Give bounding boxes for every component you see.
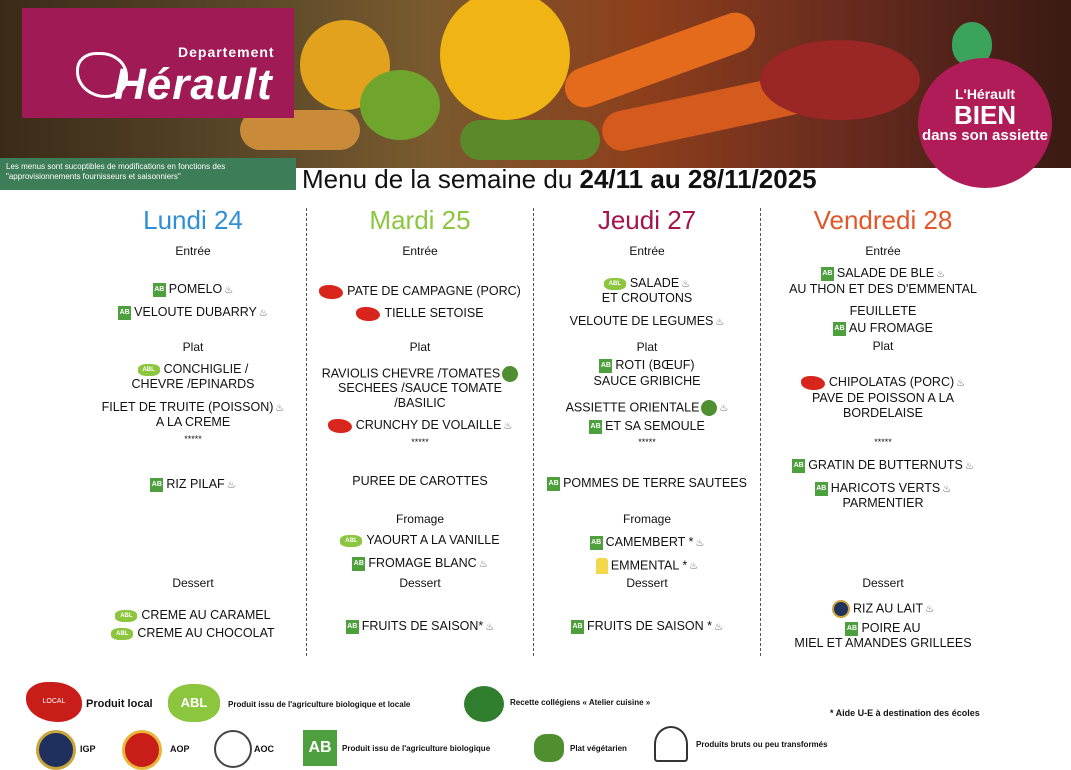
menu-item: ABL CONCHIGLIE / xyxy=(80,362,306,377)
ab-icon: AB xyxy=(571,620,584,634)
menu-item: ABL YAOURT A LA VANILLE xyxy=(307,533,533,548)
menu-item: /BASILIC xyxy=(394,396,446,410)
ab-icon: AB xyxy=(599,359,612,373)
ab-icon: AB xyxy=(346,620,359,634)
section-fromage: Fromage xyxy=(395,512,445,526)
ab-icon: AB xyxy=(833,322,846,336)
legend-local: Produit local xyxy=(86,698,153,710)
ab-icon: AB xyxy=(589,420,602,434)
menu-item: AB HARICOTS VERTS ♨ xyxy=(816,481,952,495)
section-dessert: Dessert xyxy=(172,576,214,590)
chef-hat-icon: ♨ xyxy=(942,484,952,495)
vegetarian-icon xyxy=(701,400,717,416)
label-rouge-icon xyxy=(832,600,850,618)
chef-hat-icon: ♨ xyxy=(695,538,705,549)
menu-item: AB CAMEMBERT * ♨ xyxy=(591,535,705,549)
menu-item: AB POIRE AU xyxy=(846,621,921,635)
local-product-icon xyxy=(356,307,380,321)
chef-hat-icon: ♨ xyxy=(689,561,699,573)
day-title: Jeudi 27 xyxy=(597,205,697,235)
leaf-photo xyxy=(460,120,600,160)
chef-hat-icon: ♨ xyxy=(719,403,729,415)
stars-separator: ***** xyxy=(638,437,656,447)
ab-icon: AB xyxy=(821,267,834,281)
ab-icon: AB xyxy=(815,482,828,496)
stars-separator: ***** xyxy=(874,437,892,447)
chef-hat-icon: ♨ xyxy=(681,279,691,290)
logo-department-name: Hérault xyxy=(114,60,273,109)
section-entree: Entrée xyxy=(175,244,211,258)
legend-bruts: Produits bruts ou peu transformés xyxy=(696,740,828,749)
menu-item: AB VELOUTE DUBARRY ♨ xyxy=(119,305,268,319)
section-dessert: Dessert xyxy=(862,576,904,590)
aop-logo xyxy=(122,730,162,770)
menu-item: SAUCE GRIBICHE xyxy=(593,374,701,388)
ab-icon: AB xyxy=(792,459,805,473)
ab-icon: AB xyxy=(352,557,365,571)
green-pepper-photo xyxy=(360,70,440,140)
chef-hat-icon: ♨ xyxy=(936,269,946,280)
menu-item: FEUILLETE xyxy=(849,304,917,318)
section-plat: Plat xyxy=(636,340,658,354)
bien-dans-son-assiette-badge xyxy=(918,58,1052,188)
menu-item: AB FRUITS DE SAISON * ♨ xyxy=(572,619,723,633)
menu-item: A LA CREME xyxy=(155,415,231,429)
menu-item: RIZ AU LAIT ♨ xyxy=(770,600,996,618)
stars-separator: ***** xyxy=(184,434,202,444)
department-logo xyxy=(22,8,294,118)
day-title: Vendredi 28 xyxy=(813,205,953,235)
stars-separator: ***** xyxy=(411,437,429,447)
menu-item: PATE DE CAMPAGNE (PORC) xyxy=(307,284,533,299)
menu-notice: Les menus sont sucoptibles de modifications en fonctions des "approvisionnements fournisseurs et saisonniers" xyxy=(0,158,296,190)
chef-hat-icon: ♨ xyxy=(275,403,285,414)
chef-hat-icon: ♨ xyxy=(226,480,236,491)
menu-item: AB FROMAGE BLANC ♨ xyxy=(353,556,488,570)
menu-item: MIEL ET AMANDES GRILLEES xyxy=(794,636,972,650)
legend-bio: Produit issu de l'agriculture biologique xyxy=(342,744,491,753)
title-dates: 24/11 au 28/11/2025 xyxy=(579,164,817,194)
local-product-icon xyxy=(319,285,343,299)
menu-item: AB RIZ PILAF ♨ xyxy=(151,477,236,491)
section-dessert: Dessert xyxy=(626,576,668,590)
chef-hat-icon: ♨ xyxy=(478,559,488,570)
day-column-mardi xyxy=(307,204,533,664)
menu-item: CHEVRE /EPINARDS xyxy=(131,377,255,391)
menu-item: AB ROTI (BŒUF) xyxy=(600,358,695,372)
abl-icon: ABL xyxy=(340,535,362,547)
legend-aop: AOP xyxy=(170,744,190,754)
abl-icon: ABL xyxy=(138,364,160,376)
menu-item: SECHEES /SAUCE TOMATE xyxy=(338,381,502,395)
day-column-jeudi xyxy=(534,204,760,664)
badge-line2: BIEN xyxy=(953,100,1017,130)
menu-item: ABL SALADE ♨ xyxy=(534,276,760,292)
vegetarian-logo xyxy=(534,734,564,762)
section-plat: Plat xyxy=(182,340,204,354)
legend-aoc: AOC xyxy=(254,744,274,754)
menu-item: FILET DE TRUITE (POISSON) ♨ xyxy=(101,400,285,414)
menu-item: PARMENTIER xyxy=(842,496,924,510)
local-product-logo: LOCAL xyxy=(26,682,82,722)
abl-logo: ABL xyxy=(168,684,220,722)
chef-hat-icon: ♨ xyxy=(503,421,513,432)
legend-aide-ue: * Aide U-E à destination des écoles xyxy=(830,708,980,718)
ab-icon: AB xyxy=(547,477,560,491)
menu-item: AU THON ET DES D'EMMENTAL xyxy=(789,282,977,296)
badge-line1: L'Hérault xyxy=(954,86,1016,102)
local-product-icon xyxy=(801,376,825,390)
day-title: Lundi 24 xyxy=(143,205,243,235)
chef-hat-icon: ♨ xyxy=(964,461,974,472)
menu-item: AB FRUITS DE SAISON* ♨ xyxy=(347,619,495,633)
ab-icon: AB xyxy=(150,478,163,492)
chef-hat-icon: ♨ xyxy=(485,622,495,633)
recette-college-logo xyxy=(464,686,504,722)
badge-line3: dans son assiette xyxy=(922,127,1048,144)
ab-icon: AB xyxy=(845,622,858,636)
vegetarian-icon xyxy=(502,366,518,382)
abl-icon: ABL xyxy=(115,610,137,622)
day-column-lundi xyxy=(80,204,306,664)
ab-icon: AB xyxy=(153,283,166,297)
legend-igp: IGP xyxy=(80,744,96,754)
section-dessert: Dessert xyxy=(399,576,441,590)
section-entree: Entrée xyxy=(629,244,665,258)
section-plat: Plat xyxy=(872,339,894,353)
page-title xyxy=(302,164,817,195)
ab-icon: AB xyxy=(118,306,131,320)
menu-item: ABL CREME AU CHOCOLAT xyxy=(80,626,306,641)
day-column-vendredi xyxy=(770,204,996,664)
column-separator xyxy=(760,208,761,656)
chef-hat-icon: ♨ xyxy=(714,622,723,633)
menu-item: AB SALADE DE BLE ♨ xyxy=(822,266,946,280)
legend-recette: Recette collégiens « Atelier cuisine » xyxy=(510,698,651,707)
section-plat: Plat xyxy=(409,340,431,354)
menu-item: ET CROUTONS xyxy=(601,291,693,305)
chef-hat-logo xyxy=(654,726,688,762)
chef-hat-icon: ♨ xyxy=(956,378,966,389)
yellow-pepper-photo xyxy=(440,0,570,120)
menu-item: AB POMELO ♨ xyxy=(154,282,234,296)
menu-item: AB POMMES DE TERRE SAUTEES xyxy=(548,476,747,490)
menu-item: BORDELAISE xyxy=(843,406,923,420)
abl-icon: ABL xyxy=(111,628,133,640)
chef-hat-icon: ♨ xyxy=(715,317,725,328)
legend-abl: Produit issu de l'agriculture biologique et locale xyxy=(228,700,411,709)
local-product-icon xyxy=(328,419,352,433)
menu-item: CHIPOLATAS (PORC) ♨ xyxy=(770,375,996,391)
menu-item: AB AU FROMAGE xyxy=(834,321,934,335)
red-vegetable-photo xyxy=(760,40,920,120)
ab-icon: AB xyxy=(590,536,603,550)
menu-item: AB GRATIN DE BUTTERNUTS ♨ xyxy=(793,458,974,472)
menu-item: PUREE DE CAROTTES xyxy=(352,474,488,488)
chef-hat-icon: ♨ xyxy=(258,308,268,319)
agriculture-biologique-logo: AB xyxy=(303,730,337,766)
section-entree: Entrée xyxy=(402,244,438,258)
menu-item: ABL CREME AU CARAMEL xyxy=(80,608,306,623)
legend-vegetarien: Plat végétarien xyxy=(570,744,627,753)
menu-item: ASSIETTE ORIENTALE ♨ xyxy=(565,400,729,415)
aoc-logo xyxy=(214,730,252,768)
cheese-label-icon xyxy=(596,558,608,574)
igp-logo xyxy=(36,730,76,770)
menu-item: TIELLE SETOISE xyxy=(307,306,533,321)
section-fromage: Fromage xyxy=(622,512,672,526)
menu-item: RAVIOLIS CHEVRE /TOMATES xyxy=(307,366,533,382)
menu-item: VELOUTE DE LEGUMES ♨ xyxy=(569,314,725,328)
title-prefix: Menu de la semaine du xyxy=(302,164,580,194)
menu-item: AB ET SA SEMOULE xyxy=(590,419,705,433)
menu-item: CRUNCHY DE VOLAILLE ♨ xyxy=(307,418,533,434)
abl-icon: ABL xyxy=(604,278,626,290)
chef-hat-icon: ♨ xyxy=(224,285,234,296)
section-entree: Entrée xyxy=(865,244,901,258)
menu-item: EMMENTAL * ♨ xyxy=(534,558,760,574)
menu-item: PAVE DE POISSON A LA xyxy=(812,391,954,405)
day-title: Mardi 25 xyxy=(369,205,471,235)
chef-hat-icon: ♨ xyxy=(925,604,935,616)
logo-department-label: Departement xyxy=(178,44,275,60)
